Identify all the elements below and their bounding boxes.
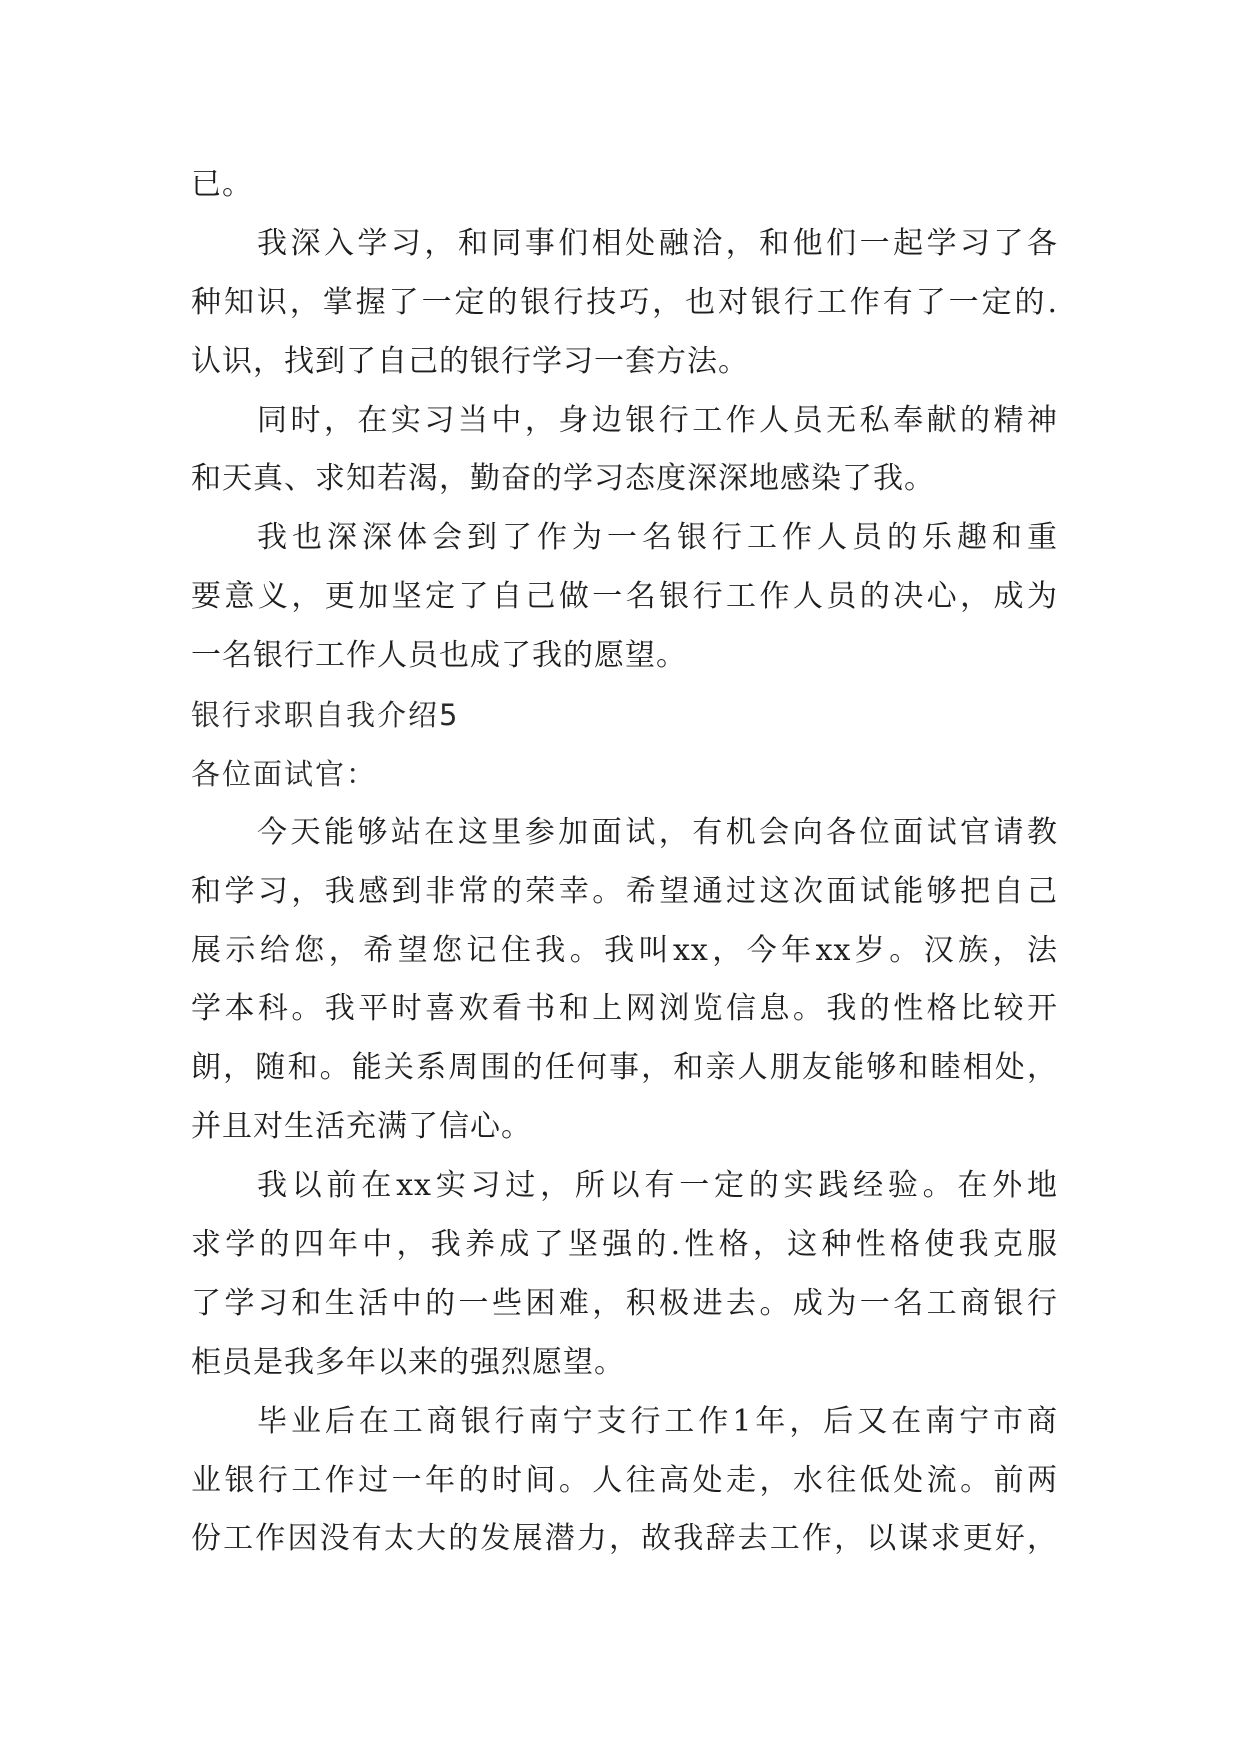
paragraph — [191, 804, 1058, 1157]
text-line: 一名银行工作人员也成了我的愿望。 — [191, 638, 687, 674]
text-line: 我以前在xx实习过，所以有一定的实践经验。在外地 — [257, 1168, 1058, 1204]
text-line: 今天能够站在这里参加面试，有机会向各位面试官请教 — [257, 814, 1058, 850]
text-line: 毕业后在工商银行南宁支行工作1年，后又在南宁市商 — [257, 1403, 1058, 1439]
paragraph — [191, 156, 1058, 215]
text-line: 并且对生活充满了信心。 — [191, 1109, 532, 1145]
paragraph — [191, 509, 1058, 686]
text-line: 展示给您，希望您记住我。我叫xx，今年xx岁。汉族，法 — [191, 932, 1058, 968]
text-line: 份工作因没有太大的发展潜力，故我辞去工作，以谋求更好， — [191, 1521, 1058, 1557]
text-line: 业银行工作过一年的时间。人往高处走，水往低处流。前两 — [191, 1462, 1058, 1498]
text-line: 已。 — [191, 167, 253, 202]
text-line: 朗，随和。能关系周围的任何事，和亲人朋友能够和睦相处， — [191, 1050, 1058, 1086]
paragraph — [191, 1393, 1058, 1570]
text-line: 柜员是我多年以来的强烈愿望。 — [191, 1344, 625, 1380]
text-line: 求学的四年中，我养成了坚强的.性格，这种性格使我克服 — [191, 1227, 1058, 1263]
salutation: 各位面试官： — [191, 756, 378, 791]
text-line: 和学习，我感到非常的荣幸。希望通过这次面试能够把自己 — [191, 873, 1058, 909]
paragraph — [191, 1157, 1058, 1393]
text-line: 种知识，掌握了一定的银行技巧，也对银行工作有了一定的. — [191, 284, 1058, 320]
text-line: 认识，找到了自己的银行学习一套方法。 — [191, 343, 749, 379]
text-line: 要意义，更加坚定了自己做一名银行工作人员的决心，成为 — [191, 579, 1058, 615]
text-line: 同时，在实习当中，身边银行工作人员无私奉献的精神 — [257, 402, 1058, 438]
paragraph — [191, 392, 1058, 510]
text-line: 我深入学习，和同事们相处融洽，和他们一起学习了各 — [257, 225, 1058, 261]
text-line: 学本科。我平时喜欢看书和上网浏览信息。我的性格比较开 — [191, 991, 1058, 1027]
text-line: 了学习和生活中的一些困难，积极进去。成为一名工商银行 — [191, 1285, 1058, 1321]
text-line: 我也深深体会到了作为一名银行工作人员的乐趣和重 — [257, 520, 1058, 556]
document-body — [191, 156, 1058, 1569]
text-line: 和天真、求知若渴，勤奋的学习态度深深地感染了我。 — [191, 461, 935, 497]
section-title: 银行求职自我介绍5 — [191, 698, 460, 733]
paragraph — [191, 215, 1058, 392]
